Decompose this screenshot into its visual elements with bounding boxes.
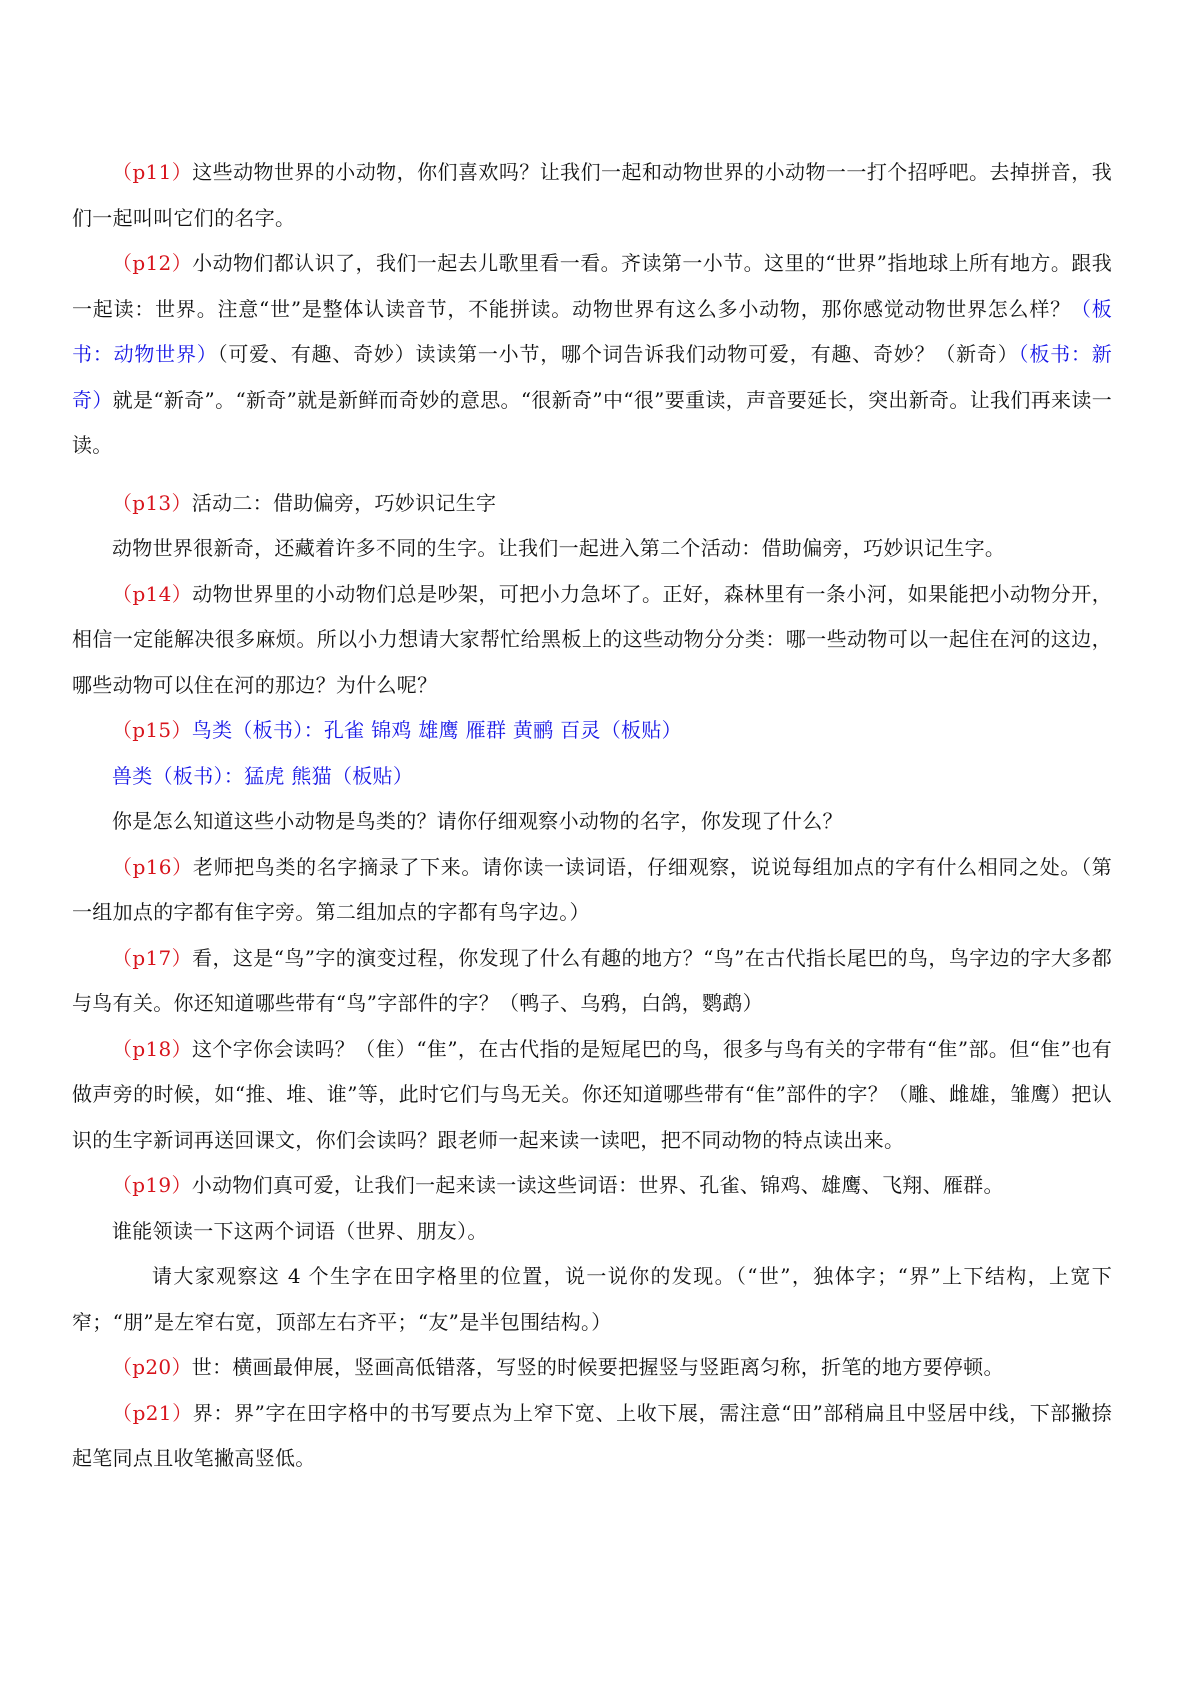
paragraph-text: 你是怎么知道这些小动物是鸟类的？请你仔细观察小动物的名字，你发现了什么？ <box>112 809 843 833</box>
paragraph-p19-follow-1 <box>72 1209 1112 1255</box>
activity-heading: 活动二：借助偏旁，巧妙识记生字 <box>191 490 497 515</box>
paragraph-p12 <box>72 241 1112 469</box>
paragraph-p15-birds <box>72 708 1112 754</box>
paragraph-p11 <box>72 150 1112 241</box>
paragraph-p16 <box>72 845 1112 936</box>
slide-tag: （p11） <box>112 160 193 184</box>
paragraph-p19 <box>72 1163 1112 1209</box>
slide-tag: （p14） <box>112 581 193 606</box>
paragraph-text: 就是“新奇”。“新奇”就是新鲜而奇妙的意思。“很新奇”中“很”要重读，声音要延长，突出新奇。让我们再来读一读。 <box>72 387 1112 457</box>
paragraph-p15-beasts <box>72 754 1112 800</box>
board-note: （板书：动物世界） <box>72 296 1112 366</box>
slide-tag: （p16） <box>112 854 193 879</box>
board-note: 鸟类（板书）：孔雀 锦鸡 雄鹰 雁群 黄鹂 百灵（板贴） <box>191 718 682 742</box>
paragraph-p15-question <box>72 799 1112 845</box>
slide-tag: （p15） <box>112 718 192 742</box>
paragraph-text: 请大家观察这 4 个生字在田字格里的位置，说一说你的发现。（“世”，独体字；“界”上下结构，上宽下窄；“朋”是左窄右宽，顶部左右齐平；“友”是半包围结构。） <box>72 1264 1112 1334</box>
paragraph-text: 界：界”字在田字格中的书写要点为上窄下宽、上收下展，需注意“田”部稍扁且中竖居中线，下部撇捺起笔同点且收笔撇高竖低。 <box>72 1400 1112 1470</box>
paragraph-p13-follow <box>72 526 1112 572</box>
slide-tag: （p21） <box>112 1400 193 1425</box>
paragraph-p14 <box>72 572 1112 709</box>
slide-tag: （p19） <box>112 1173 192 1197</box>
board-note: （板书：新奇） <box>72 342 1113 412</box>
paragraph-p19-follow-2 <box>72 1254 1112 1345</box>
paragraph-p20 <box>72 1345 1112 1391</box>
slide-tag: （p12） <box>112 251 193 275</box>
paragraph-text: 这些动物世界的小动物，你们喜欢吗？让我们一起和动物世界的小动物一一打个招呼吧。去掉拼音，我们一起叫叫它们的名字。 <box>72 160 1112 230</box>
paragraph-text: 世：横画最伸展，竖画高低错落，写竖的时候要把握竖与竖距离匀称，折笔的地方要停顿。 <box>191 1355 1004 1379</box>
paragraph-text: 这个字你会读吗？（隹）“隹”，在古代指的是短尾巴的鸟，很多与鸟有关的字带有“隹”部。但“隹”也有做声旁的时候，如“推、堆、谁”等，此时它们与鸟无关。你还知道哪些带有“隹”部件的字？（雕、雌雄，雏鹰）把认识的生字新词再送回课文，你们会读吗？跟老师一起来读一读吧，把不同动物的特点读出来。 <box>72 1036 1112 1152</box>
paragraph-p17 <box>72 936 1112 1027</box>
document-content <box>72 150 1112 1482</box>
slide-tag: （p18） <box>112 1036 193 1061</box>
paragraph-text: 动物世界里的小动物们总是吵架，可把小力急坏了。正好，森林里有一条小河，如果能把小动物分开，相信一定能解决很多麻烦。所以小力想请大家帮忙给黑板上的这些动物分分类：哪一些动物可以一起住在河的这边，哪些动物可以住在河的那边？为什么呢？ <box>72 581 1112 697</box>
slide-tag: （p13） <box>112 490 192 515</box>
paragraph-text: 小动物们真可爱，让我们一起来读一读这些词语：世界、孔雀、锦鸡、雄鹰、飞翔、雁群。 <box>191 1173 1004 1197</box>
paragraph-text: 小动物们都认识了，我们一起去儿歌里看一看。齐读第一小节。这里的“世界”指地球上所有地方。跟我一起读：世界。注意“世”是整体认读音节，不能拼读。动物世界有这么多小动物，那你感觉动物世界怎么样？ <box>72 251 1112 321</box>
slide-tag: （p20） <box>112 1355 192 1379</box>
board-note: 兽类（板书）：猛虎 熊猫（板贴） <box>112 763 414 788</box>
slide-tag: （p17） <box>112 945 193 970</box>
paragraph-p18 <box>72 1027 1112 1164</box>
paragraph-text: 老师把鸟类的名字摘录了下来。请你读一读词语，仔细观察，说说每组加点的字有什么相同之处。（第一组加点的字都有隹字旁。第二组加点的字都有鸟字边。） <box>72 854 1112 924</box>
paragraph-text: 谁能领读一下这两个词语（世界、朋友）。 <box>112 1218 488 1243</box>
paragraph-text: （可爱、有趣、奇妙）读读第一小节，哪个词告诉我们动物可爱，有趣、奇妙？（新奇） <box>217 342 1019 366</box>
paragraph-text: 看，这是“鸟”字的演变过程，你发现了什么有趣的地方？“鸟”在古代指长尾巴的鸟，鸟字边的字大多都与鸟有关。你还知道哪些带有“鸟”字部件的字？（鸭子、乌鸦，白鸽，鹦鹉） <box>72 945 1112 1015</box>
paragraph-text: 动物世界很新奇，还藏着许多不同的生字。让我们一起进入第二个活动：借助偏旁，巧妙识记生字。 <box>112 536 1006 560</box>
paragraph-p13 <box>72 481 1112 527</box>
paragraph-p21 <box>72 1391 1112 1482</box>
